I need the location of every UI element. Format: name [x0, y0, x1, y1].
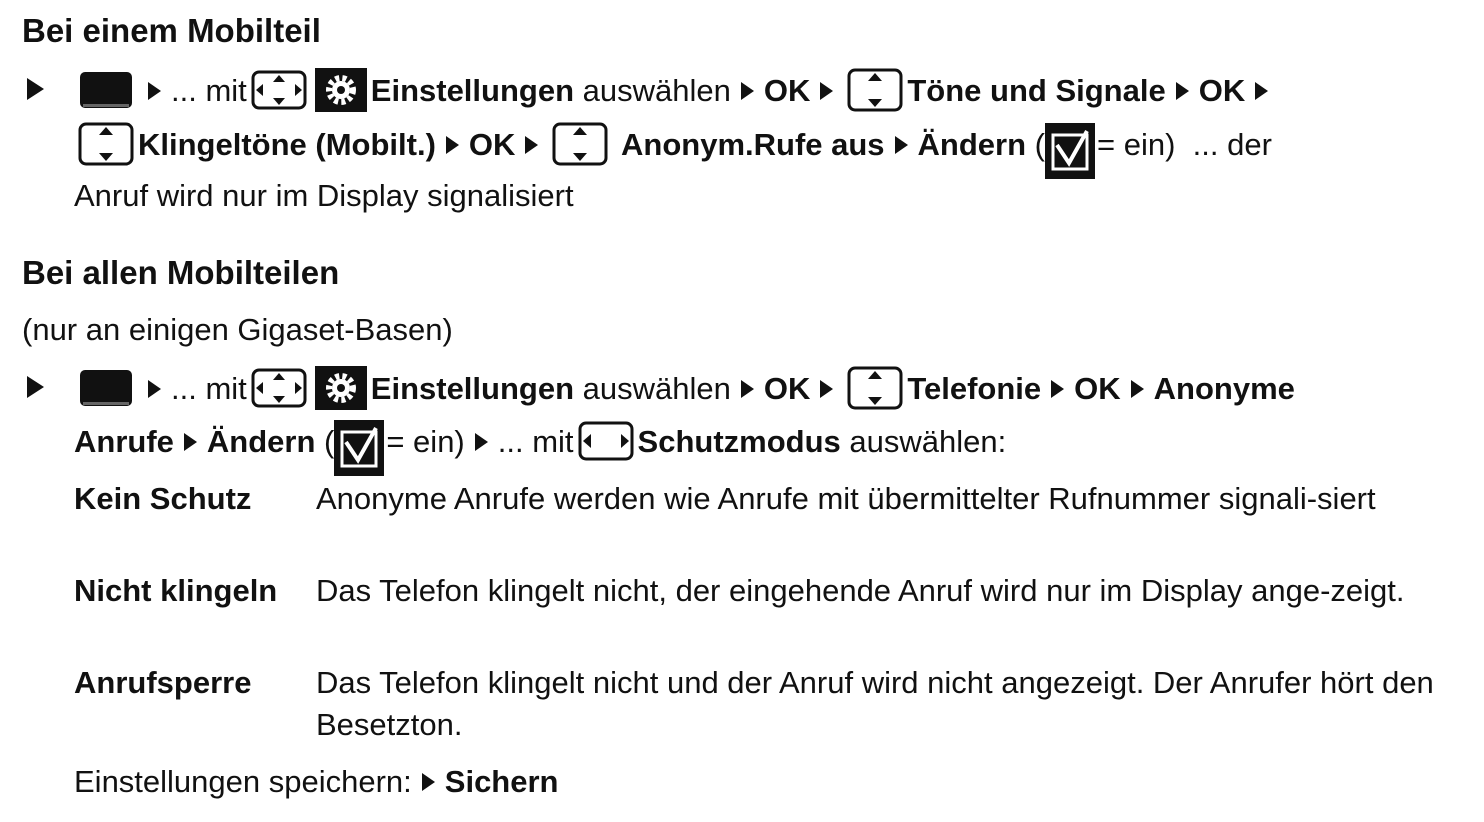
control-key-updown-icon: [78, 122, 134, 166]
text-equals-on: = ein): [1097, 127, 1176, 163]
menu-telephony: Telefonie: [907, 371, 1042, 407]
section-heading-one-handset: Bei einem Mobilteil: [22, 12, 321, 49]
text-select: auswählen: [582, 371, 731, 407]
text-equals-on: = ein): [386, 424, 465, 460]
menu-key-icon: [78, 368, 134, 408]
arrow-icon: [1131, 380, 1144, 398]
arrow-icon: [446, 136, 459, 154]
control-key-updown-icon: [552, 122, 608, 166]
ok-label: OK: [1074, 371, 1121, 407]
arrow-icon: [1176, 82, 1189, 100]
text-select-colon: auswählen:: [849, 424, 1007, 460]
instruction-line-2: [74, 122, 1272, 172]
ok-label: OK: [763, 371, 811, 407]
instruction-line-4: [74, 420, 1006, 468]
option-term-call-block: Anrufsperre: [74, 665, 252, 700]
text-select: auswählen: [582, 73, 731, 109]
softkey-save: Sichern: [444, 764, 559, 799]
save-instruction: [74, 762, 559, 802]
softkey-change: Ändern: [917, 127, 1027, 163]
arrow-icon: [475, 433, 488, 451]
section-note: (nur an einigen Gigaset-Basen): [22, 312, 453, 347]
text-with: ... mit: [497, 424, 574, 460]
option-desc-no-ring: Das Telefon klingelt nicht, der eingehende Anruf wird nur im Display ange-zeigt.: [316, 573, 1405, 608]
menu-anonymous-calls-cont: Anrufe: [74, 424, 174, 460]
bullet-marker: [27, 78, 44, 100]
arrow-icon: [184, 433, 197, 451]
ok-label: OK: [763, 73, 811, 109]
checkbox-checked-icon: [1045, 123, 1095, 179]
option-desc-call-block: Das Telefon klingelt nicht und der Anruf wird nicht angezeigt. Der Anrufer hört den Besetzton.: [316, 665, 1434, 742]
control-key-leftright-icon: [578, 421, 634, 461]
menu-protection-mode: Schutzmodus: [637, 424, 841, 460]
menu-ringtones: Klingeltöne (Mobilt.): [138, 127, 436, 163]
option-term-no-protection: Kein Schutz: [74, 481, 252, 516]
softkey-change: Ändern: [206, 424, 316, 460]
arrow-icon: [741, 380, 754, 398]
arrow-icon: [895, 136, 908, 154]
control-key-4way-icon: [251, 368, 307, 408]
ok-label: OK: [468, 127, 516, 163]
instruction-line-1: [74, 68, 1278, 118]
menu-tones-signals: Töne und Signale: [907, 73, 1166, 109]
instruction-result: Anruf wird nur im Display signalisiert: [74, 178, 574, 213]
arrow-icon: [1255, 82, 1268, 100]
settings-gear-icon: [315, 366, 367, 410]
arrow-icon: [820, 82, 833, 100]
menu-settings: Einstellungen: [370, 371, 575, 407]
paren-open: (: [1034, 127, 1045, 163]
control-key-updown-icon: [847, 68, 903, 112]
paren-open: (: [324, 424, 335, 460]
text-the: ... der: [1192, 127, 1272, 163]
arrow-icon: [820, 380, 833, 398]
settings-gear-icon: [315, 68, 367, 112]
section-heading-all-handsets: Bei allen Mobilteilen: [22, 254, 340, 291]
arrow-icon: [1051, 380, 1064, 398]
menu-anonymous-calls-off: Anonym.Rufe aus: [621, 127, 885, 163]
arrow-icon: [148, 82, 161, 100]
menu-key-icon: [78, 70, 134, 110]
option-desc-no-protection: Anonyme Anrufe werden wie Anrufe mit übermittelter Rufnummer signali-siert: [316, 481, 1376, 516]
arrow-icon: [525, 136, 538, 154]
control-key-updown-icon: [847, 366, 903, 410]
menu-anonymous-calls: Anonyme: [1153, 371, 1295, 407]
arrow-icon: [422, 773, 435, 791]
arrow-icon: [741, 82, 754, 100]
control-key-4way-icon: [251, 70, 307, 110]
text-with: ... mit: [171, 371, 247, 407]
menu-settings: Einstellungen: [370, 73, 575, 109]
arrow-icon: [148, 380, 161, 398]
instruction-line-3: [74, 366, 1295, 416]
checkbox-checked-icon: [334, 420, 384, 476]
ok-label: OK: [1198, 73, 1246, 109]
text-with: ... mit: [171, 73, 247, 109]
bullet-marker: [27, 376, 44, 398]
save-label: Einstellungen speichern:: [74, 764, 412, 799]
option-term-no-ring: Nicht klingeln: [74, 573, 278, 608]
